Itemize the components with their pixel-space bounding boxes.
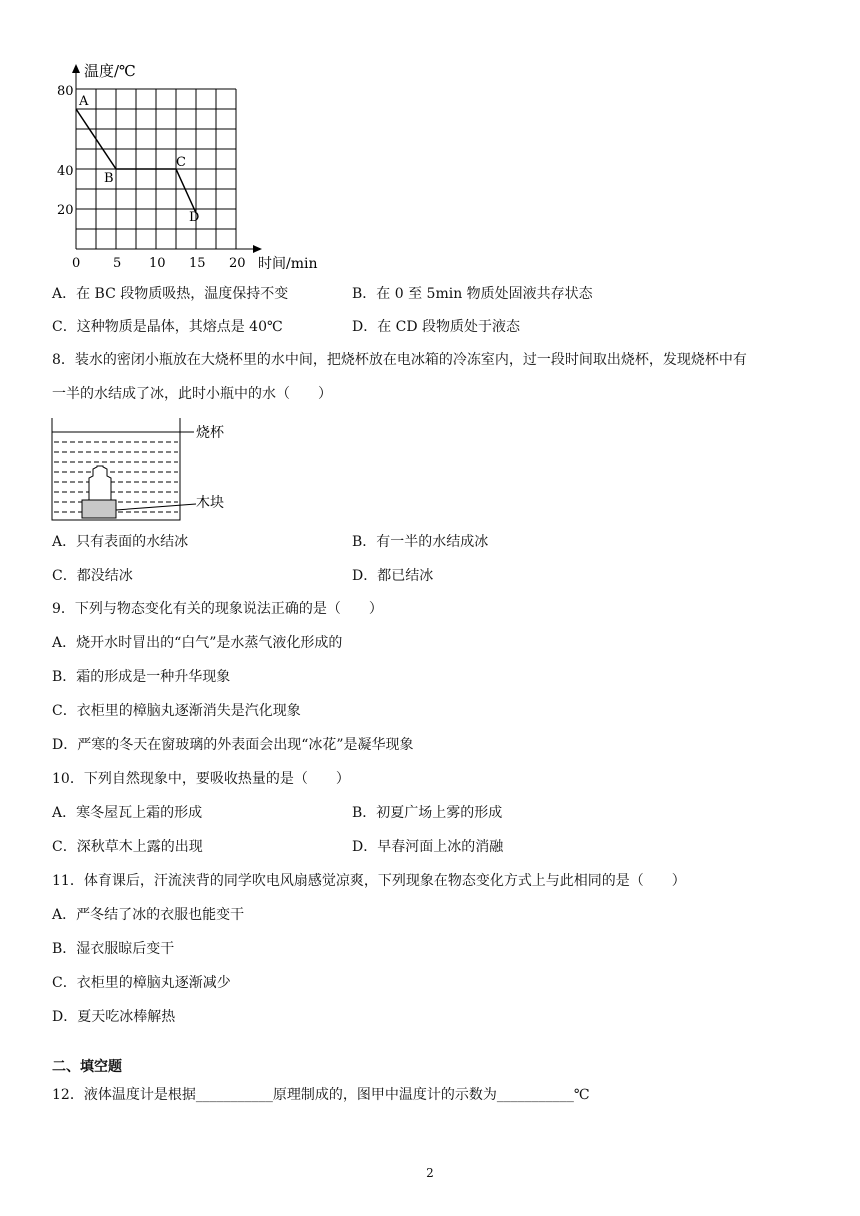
small-bottle <box>89 466 111 500</box>
x-tick-20: 20 <box>229 256 246 271</box>
q12-stem: 12．液体温度计是根据___________原理制成的，图甲中温度计的示数为___________℃ <box>52 1087 590 1103</box>
q9-option-b: B．霜的形成是一种升华现象 <box>52 669 231 685</box>
q7-option-b: B．在 0 至 5min 物质处固液共存状态 <box>352 286 593 302</box>
y-tick-40: 40 <box>57 164 74 179</box>
x-tick-5: 5 <box>113 256 122 271</box>
q9-option-a: A．烧开水时冒出的“白气”是水蒸气液化形成的 <box>52 635 343 651</box>
section-heading-fill-in: 二、填空题 <box>52 1059 122 1075</box>
q8-option-b: B．有一半的水结成冰 <box>352 534 489 550</box>
beaker-diagram <box>46 414 224 524</box>
y-tick-80: 80 <box>57 84 74 99</box>
x-axis-label: 时间/min <box>258 256 318 272</box>
point-label-d: D <box>189 210 200 225</box>
q8-option-c: C．都没结冰 <box>52 568 133 584</box>
point-label-b: B <box>104 171 114 186</box>
q9-option-c: C．衣柜里的樟脑丸逐渐消失是汽化现象 <box>52 703 301 719</box>
x-tick-10: 10 <box>149 256 166 271</box>
q8-option-a: A．只有表面的水结冰 <box>52 534 189 550</box>
y-axis-arrow-icon <box>72 64 80 73</box>
q9-stem: 9．下列与物态变化有关的现象说法正确的是（ ） <box>52 601 383 617</box>
q9-option-d: D．严寒的冬天在窗玻璃的外表面会出现“冰花”是凝华现象 <box>52 737 414 753</box>
temperature-time-graph <box>52 58 332 278</box>
q10-option-c: C．深秋草木上露的出现 <box>52 839 203 855</box>
y-tick-20: 20 <box>57 203 74 218</box>
wooden-block <box>82 500 116 518</box>
point-label-c: C <box>176 155 186 170</box>
q7-option-a: A．在 BC 段物质吸热，温度保持不变 <box>52 286 289 302</box>
x-tick-15: 15 <box>189 256 206 271</box>
q7-option-d: D．在 CD 段物质处于液态 <box>352 319 521 335</box>
block-label: 木块 <box>196 495 224 511</box>
x-axis-arrow-icon <box>253 245 262 253</box>
y-axis-label: 温度/℃ <box>84 62 136 80</box>
q10-option-d: D．早春河面上冰的消融 <box>352 839 504 855</box>
q11-option-a: A．严冬结了冰的衣服也能变干 <box>52 907 245 923</box>
q8-stem-line1: 8．装水的密闭小瓶放在大烧杯里的水中间，把烧杯放在电冰箱的冷冻室内，过一段时间取出烧杯，发现烧杯中有 <box>52 352 747 368</box>
page-number: 2 <box>426 1166 434 1180</box>
q11-option-b: B．湿衣服晾后变干 <box>52 941 175 957</box>
q10-stem: 10．下列自然现象中，要吸收热量的是（ ） <box>52 771 350 787</box>
q10-option-b: B．初夏广场上雾的形成 <box>352 805 503 821</box>
q8-option-d: D．都已结冰 <box>352 568 434 584</box>
point-label-a: A <box>79 94 89 109</box>
q7-option-c: C．这种物质是晶体，其熔点是 40℃ <box>52 319 283 335</box>
x-tick-0: 0 <box>72 256 81 271</box>
beaker-label: 烧杯 <box>196 425 224 441</box>
q11-stem: 11．体育课后，汗流浃背的同学吹电风扇感觉凉爽，下列现象在物态变化方式上与此相同的是（ ） <box>52 873 686 889</box>
q11-option-c: C．衣柜里的樟脑丸逐渐减少 <box>52 975 231 991</box>
q8-stem-line2: 一半的水结成了冰，此时小瓶中的水（ ） <box>52 386 332 402</box>
q11-option-d: D．夏天吃冰棒解热 <box>52 1009 176 1025</box>
q10-option-a: A．寒冬屋瓦上霜的形成 <box>52 805 203 821</box>
